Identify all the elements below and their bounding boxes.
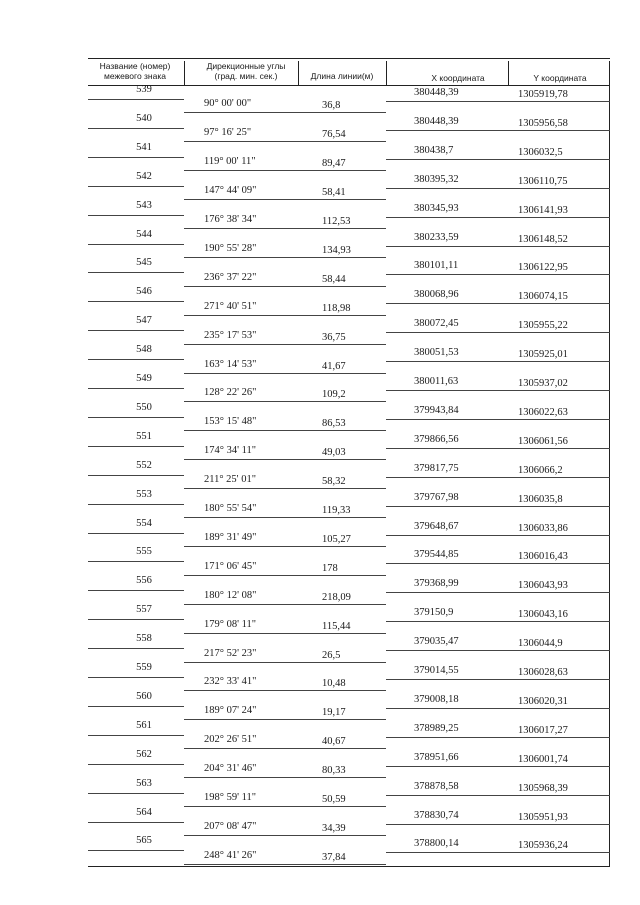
line-length: 49,03 (322, 447, 346, 459)
line-length: 40,67 (322, 736, 346, 748)
row-rule (184, 748, 386, 749)
column-divider (298, 61, 299, 85)
x-coordinate: 380395,32 (414, 173, 459, 185)
row-rule (88, 706, 184, 707)
header-y: Y координата (533, 73, 587, 83)
x-coordinate: 379943,84 (414, 404, 459, 416)
table-bottom-rule (88, 866, 610, 867)
direction-angle: 211° 25' 01" (204, 474, 256, 486)
row-rule (88, 417, 184, 418)
row-rule (386, 217, 610, 218)
x-coordinate: 378878,58 (414, 780, 459, 792)
row-rule (88, 504, 184, 505)
x-coordinate: 379648,67 (414, 520, 459, 532)
point-number: 542 (136, 170, 152, 182)
row-rule (88, 388, 184, 389)
line-length: 218,09 (322, 591, 351, 603)
point-number: 545 (136, 257, 152, 269)
y-coordinate: 1305925,01 (518, 349, 568, 361)
row-rule (386, 390, 610, 391)
row-rule (184, 690, 386, 691)
point-number: 547 (136, 315, 152, 327)
row-rule (88, 590, 184, 591)
row-rule (88, 272, 184, 273)
column-divider (508, 61, 509, 85)
row-rule (88, 446, 184, 447)
y-coordinate: 1306001,74 (518, 753, 568, 765)
direction-angle: 248° 41' 26" (204, 849, 257, 861)
point-number: 543 (136, 199, 152, 211)
row-rule (88, 157, 184, 158)
direction-angle: 180° 55' 54" (204, 503, 257, 515)
line-length: 50,59 (322, 794, 346, 806)
y-coordinate: 1306122,95 (518, 262, 568, 274)
line-length: 112,53 (322, 216, 351, 228)
row-rule (184, 777, 386, 778)
row-rule (386, 621, 610, 622)
point-number: 541 (136, 141, 152, 153)
row-rule (386, 852, 610, 853)
point-number: 544 (136, 228, 152, 240)
line-length: 36,8 (322, 100, 341, 112)
y-coordinate: 1306020,31 (518, 695, 568, 707)
x-coordinate: 379008,18 (414, 693, 459, 705)
row-rule (386, 101, 610, 102)
row-rule (386, 650, 610, 651)
x-coordinate: 379035,47 (414, 636, 459, 648)
row-rule (386, 477, 610, 478)
y-coordinate: 1305956,58 (518, 117, 568, 129)
row-rule (88, 301, 184, 302)
row-rule (184, 459, 386, 460)
row-rule (184, 430, 386, 431)
direction-angle: 153° 15' 48" (204, 416, 257, 428)
direction-angle: 202° 26' 51" (204, 734, 257, 746)
row-rule (88, 793, 184, 794)
line-length: 119,33 (322, 505, 351, 517)
direction-angle: 171° 06' 45" (204, 560, 257, 572)
line-length: 58,41 (322, 187, 346, 199)
row-rule (386, 708, 610, 709)
row-rule (184, 257, 386, 258)
direction-angle: 119° 00' 11" (204, 156, 256, 168)
row-rule (386, 303, 610, 304)
x-coordinate: 379767,98 (414, 491, 459, 503)
point-number: 556 (136, 575, 152, 587)
direction-angle: 190° 55' 28" (204, 242, 257, 254)
direction-angle: 90° 00' 00" (204, 98, 252, 110)
row-rule (184, 286, 386, 287)
y-coordinate: 1306022,63 (518, 406, 568, 418)
line-length: 58,32 (322, 476, 346, 488)
row-rule (184, 141, 386, 142)
x-coordinate: 380448,39 (414, 87, 459, 98)
row-rule (184, 633, 386, 634)
point-number: 557 (136, 604, 152, 616)
line-length: 178 (322, 562, 338, 574)
x-coordinate: 380068,96 (414, 289, 459, 301)
row-rule (184, 835, 386, 836)
row-rule (88, 677, 184, 678)
y-coordinate: 1305919,78 (518, 89, 568, 100)
row-rule (386, 506, 610, 507)
point-number: 561 (136, 719, 152, 731)
y-coordinate: 1306043,93 (518, 580, 568, 592)
y-coordinate: 1305968,39 (518, 782, 568, 794)
point-number: 560 (136, 690, 152, 702)
y-coordinate: 1306044,9 (518, 638, 563, 650)
x-coordinate: 380345,93 (414, 202, 459, 214)
direction-angle: 236° 37' 22" (204, 271, 257, 283)
column-divider (609, 61, 610, 85)
line-length: 41,67 (322, 360, 346, 372)
direction-angle: 271° 40' 51" (204, 300, 257, 312)
x-coordinate: 380438,7 (414, 144, 454, 156)
y-coordinate: 1306066,2 (518, 464, 563, 476)
line-length: 86,53 (322, 418, 346, 430)
row-rule (386, 824, 610, 825)
row-rule (184, 344, 386, 345)
direction-angle: 97° 16' 25" (204, 127, 252, 139)
row-rule (88, 822, 184, 823)
x-coordinate: 380011,63 (414, 376, 459, 387)
x-coordinate: 380051,53 (414, 347, 459, 359)
row-rule (88, 244, 184, 245)
row-rule (184, 315, 386, 316)
x-coordinate: 378989,25 (414, 722, 459, 734)
row-rule (386, 795, 610, 796)
line-length: 36,75 (322, 331, 346, 343)
header-length: Длина линии(м) (310, 71, 374, 81)
row-rule (88, 561, 184, 562)
x-coordinate: 379014,55 (414, 665, 459, 676)
row-rule (386, 274, 610, 275)
x-coordinate: 379544,85 (414, 549, 459, 561)
point-number: 554 (136, 517, 152, 529)
point-number: 563 (136, 777, 152, 789)
row-rule (88, 99, 184, 100)
row-rule (386, 246, 610, 247)
header-name: Название (номер) межевого знака (99, 61, 171, 81)
y-coordinate: 1305937,02 (518, 378, 568, 389)
point-number: 559 (136, 662, 152, 673)
line-length: 115,44 (322, 620, 351, 632)
x-coordinate: 379866,56 (414, 433, 459, 445)
point-number: 550 (136, 401, 152, 413)
point-number: 553 (136, 488, 152, 500)
x-coordinate: 380233,59 (414, 231, 459, 243)
table-header (88, 58, 610, 86)
direction-angle: 163° 14' 53" (204, 358, 257, 370)
row-rule (386, 332, 610, 333)
row-rule (386, 419, 610, 420)
line-length: 76,54 (322, 129, 346, 141)
y-coordinate: 1306061,56 (518, 435, 568, 447)
line-length: 109,2 (322, 389, 346, 401)
point-number: 558 (136, 633, 152, 645)
row-rule (184, 517, 386, 518)
row-rule (386, 563, 610, 564)
direction-angle: 180° 12' 08" (204, 589, 257, 601)
row-rule (88, 128, 184, 129)
direction-angle: 198° 59' 11" (204, 792, 256, 804)
row-rule (386, 188, 610, 189)
y-coordinate: 1306110,75 (518, 175, 568, 187)
row-rule (88, 533, 184, 534)
point-number: 564 (136, 806, 152, 818)
line-length: 19,17 (322, 707, 346, 719)
header-angle: Дирекционные углы (град. мин. сек.) (206, 61, 286, 81)
row-rule (386, 361, 610, 362)
row-rule (88, 359, 184, 360)
y-coordinate: 1306141,93 (518, 204, 568, 216)
line-length: 89,47 (322, 158, 346, 170)
row-rule (184, 401, 386, 402)
point-number: 552 (136, 459, 152, 471)
y-coordinate: 1305951,93 (518, 811, 568, 823)
point-number: 540 (136, 112, 152, 124)
direction-angle: 235° 17' 53" (204, 329, 257, 341)
row-rule (88, 215, 184, 216)
row-rule (184, 662, 386, 663)
x-coordinate: 379150,9 (414, 607, 454, 619)
row-rule (184, 199, 386, 200)
direction-angle: 174° 34' 11" (204, 445, 256, 457)
row-rule (184, 373, 386, 374)
x-coordinate: 380072,45 (414, 318, 459, 330)
row-rule (184, 112, 386, 113)
line-length: 10,48 (322, 678, 346, 690)
direction-angle: 189° 31' 49" (204, 531, 257, 543)
y-coordinate: 1306032,5 (518, 146, 563, 158)
y-coordinate: 1306148,52 (518, 233, 568, 245)
y-coordinate: 1306033,86 (518, 522, 568, 534)
row-rule (386, 766, 610, 767)
y-coordinate: 1305936,24 (518, 840, 568, 852)
row-rule (184, 546, 386, 547)
direction-angle: 189° 07' 24" (204, 705, 257, 717)
x-coordinate: 379817,75 (414, 462, 459, 474)
row-rule (184, 575, 386, 576)
coordinates-table (88, 58, 610, 866)
x-coordinate: 380448,39 (414, 115, 459, 127)
line-length: 58,44 (322, 273, 346, 285)
row-rule (386, 679, 610, 680)
point-number: 548 (136, 344, 152, 356)
x-coordinate: 378951,66 (414, 751, 459, 763)
table-body (88, 86, 610, 866)
row-rule (88, 186, 184, 187)
direction-angle: 204° 31' 46" (204, 763, 257, 775)
direction-angle: 179° 08' 11" (204, 618, 256, 630)
y-coordinate: 1306074,15 (518, 291, 568, 303)
line-length: 26,5 (322, 649, 341, 661)
x-coordinate: 380101,11 (414, 260, 459, 272)
row-rule (184, 864, 386, 865)
y-coordinate: 1306016,43 (518, 551, 568, 563)
point-number: 555 (136, 546, 152, 558)
line-length: 37,84 (322, 851, 346, 863)
line-length: 118,98 (322, 302, 351, 314)
direction-angle: 207° 08' 47" (204, 820, 257, 832)
row-rule (88, 475, 184, 476)
line-length: 34,39 (322, 822, 346, 834)
column-divider (386, 61, 387, 85)
direction-angle: 147° 44' 09" (204, 185, 257, 197)
y-coordinate: 1306017,27 (518, 724, 568, 736)
direction-angle: 217° 52' 23" (204, 647, 257, 659)
row-rule (184, 604, 386, 605)
column-divider (184, 61, 185, 85)
row-rule (386, 130, 610, 131)
point-number: 549 (136, 373, 152, 384)
row-rule (88, 330, 184, 331)
row-rule (386, 535, 610, 536)
x-coordinate: 378830,74 (414, 809, 459, 821)
row-rule (184, 719, 386, 720)
row-rule (88, 735, 184, 736)
row-rule (88, 648, 184, 649)
direction-angle: 232° 33' 41" (204, 676, 257, 688)
row-rule (88, 850, 184, 851)
row-rule (88, 764, 184, 765)
row-rule (386, 592, 610, 593)
y-coordinate: 1305955,22 (518, 320, 568, 332)
row-rule (386, 159, 610, 160)
line-length: 105,27 (322, 533, 351, 545)
header-x: X координата (431, 73, 485, 83)
point-number: 546 (136, 286, 152, 298)
row-rule (184, 806, 386, 807)
row-rule (184, 228, 386, 229)
row-rule (386, 448, 610, 449)
row-rule (184, 488, 386, 489)
point-number: 562 (136, 748, 152, 760)
point-number: 551 (136, 430, 152, 442)
row-rule (386, 737, 610, 738)
y-coordinate: 1306035,8 (518, 493, 563, 505)
line-length: 134,93 (322, 244, 351, 256)
point-number: 539 (136, 84, 152, 95)
direction-angle: 128° 22' 26" (204, 387, 257, 399)
x-coordinate: 378800,14 (414, 838, 459, 850)
y-coordinate: 1306028,63 (518, 667, 568, 678)
x-coordinate: 379368,99 (414, 578, 459, 590)
direction-angle: 176° 38' 34" (204, 214, 257, 226)
row-rule (88, 619, 184, 620)
y-coordinate: 1306043,16 (518, 609, 568, 621)
line-length: 80,33 (322, 765, 346, 777)
point-number: 565 (136, 835, 152, 847)
row-rule (184, 170, 386, 171)
